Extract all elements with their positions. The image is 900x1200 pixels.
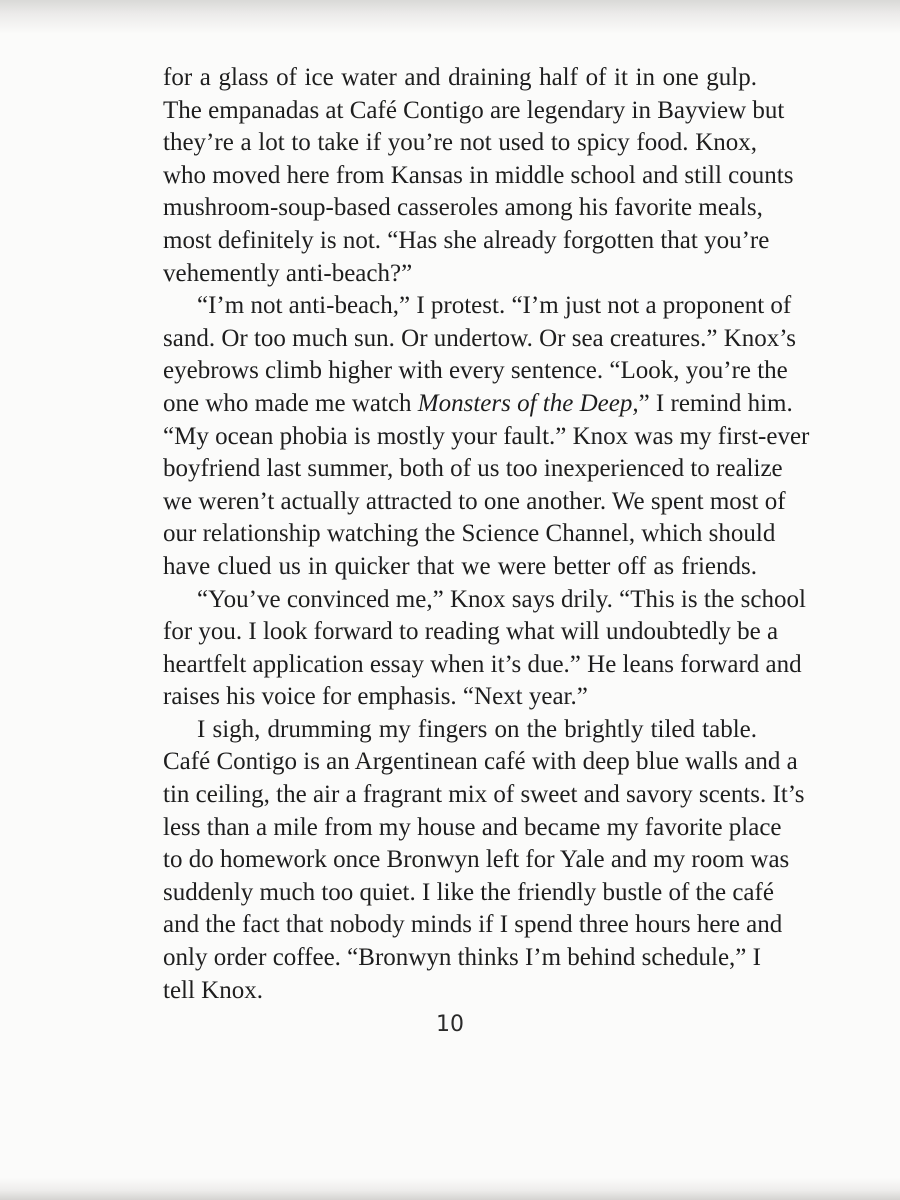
text-line-with-italic bbox=[163, 388, 793, 421]
text-line: have clued us in quicker that we were better off as friends. bbox=[163, 552, 757, 580]
paragraph-3 bbox=[163, 584, 806, 714]
text-line: raises his voice for emphasis. “Next year.” bbox=[163, 683, 588, 711]
paragraph-1 bbox=[163, 62, 794, 290]
text-line: they’re a lot to take if you’re not used to spicy food. Knox, bbox=[163, 129, 757, 157]
text-segment: one who made me watch bbox=[163, 389, 418, 417]
page-number: 10 bbox=[436, 1012, 464, 1037]
text-line: sand. Or too much sun. Or undertow. Or sea creatures.” Knox’s bbox=[163, 324, 796, 352]
page-edge-shadow-top bbox=[0, 0, 900, 34]
book-title-italic: Monsters of the Deep, bbox=[417, 389, 639, 417]
text-line: Café Contigo is an Argentinean café with deep blue walls and a bbox=[163, 748, 798, 776]
text-line: “You’ve convinced me,” Knox says drily. “This is the school bbox=[197, 585, 806, 613]
text-line: “My ocean phobia is mostly your fault.” Knox was my first-ever bbox=[163, 422, 810, 450]
text-line: The empanadas at Café Contigo are legendary in Bayview but bbox=[163, 96, 785, 124]
paragraph-4 bbox=[163, 714, 805, 1007]
text-line: “I’m not anti-beach,” I protest. “I’m just not a proponent of bbox=[197, 292, 792, 320]
text-line: eyebrows climb higher with every sentence. “Look, you’re the bbox=[163, 357, 788, 385]
text-line: I sigh, drumming my fingers on the brightly tiled table. bbox=[197, 715, 757, 743]
text-line: for you. I look forward to reading what will undoubtedly be a bbox=[163, 618, 779, 646]
text-line: we weren’t actually attracted to one another. We spent most of bbox=[163, 487, 786, 515]
text-line: our relationship watching the Science Channel, which should bbox=[163, 520, 776, 548]
page-edge-shadow-bottom bbox=[0, 1178, 900, 1200]
text-line: suddenly much too quiet. I like the friendly bustle of the café bbox=[163, 878, 774, 906]
text-line: heartfelt application essay when it’s due.” He leans forward and bbox=[163, 650, 802, 678]
text-line: most definitely is not. “Has she already forgotten that you’re bbox=[163, 226, 770, 254]
text-line: for a glass of ice water and draining half of it in one gulp. bbox=[163, 64, 757, 91]
text-line: who moved here from Kansas in middle school and still counts bbox=[163, 161, 794, 189]
paragraph-2 bbox=[163, 290, 810, 583]
text-line: less than a mile from my house and became my favorite place bbox=[163, 813, 782, 841]
text-line: boyfriend last summer, both of us too inexperienced to realize bbox=[163, 455, 783, 483]
text-line: and the fact that nobody minds if I spend three hours here and bbox=[163, 911, 783, 939]
text-line: to do homework once Bronwyn left for Yale and my room was bbox=[163, 846, 790, 874]
text-line: mushroom-soup-based casseroles among his favorite meals, bbox=[163, 194, 763, 222]
body-text bbox=[163, 62, 810, 1007]
text-line: tell Knox. bbox=[163, 976, 263, 1004]
text-line: tin ceiling, the air a fragrant mix of sweet and savory scents. It’s bbox=[163, 781, 805, 809]
text-line: only order coffee. “Bronwyn thinks I’m behind schedule,” I bbox=[163, 944, 761, 972]
text-segment: ” I remind him. bbox=[638, 389, 793, 417]
text-line: vehemently anti-beach?” bbox=[163, 259, 413, 287]
